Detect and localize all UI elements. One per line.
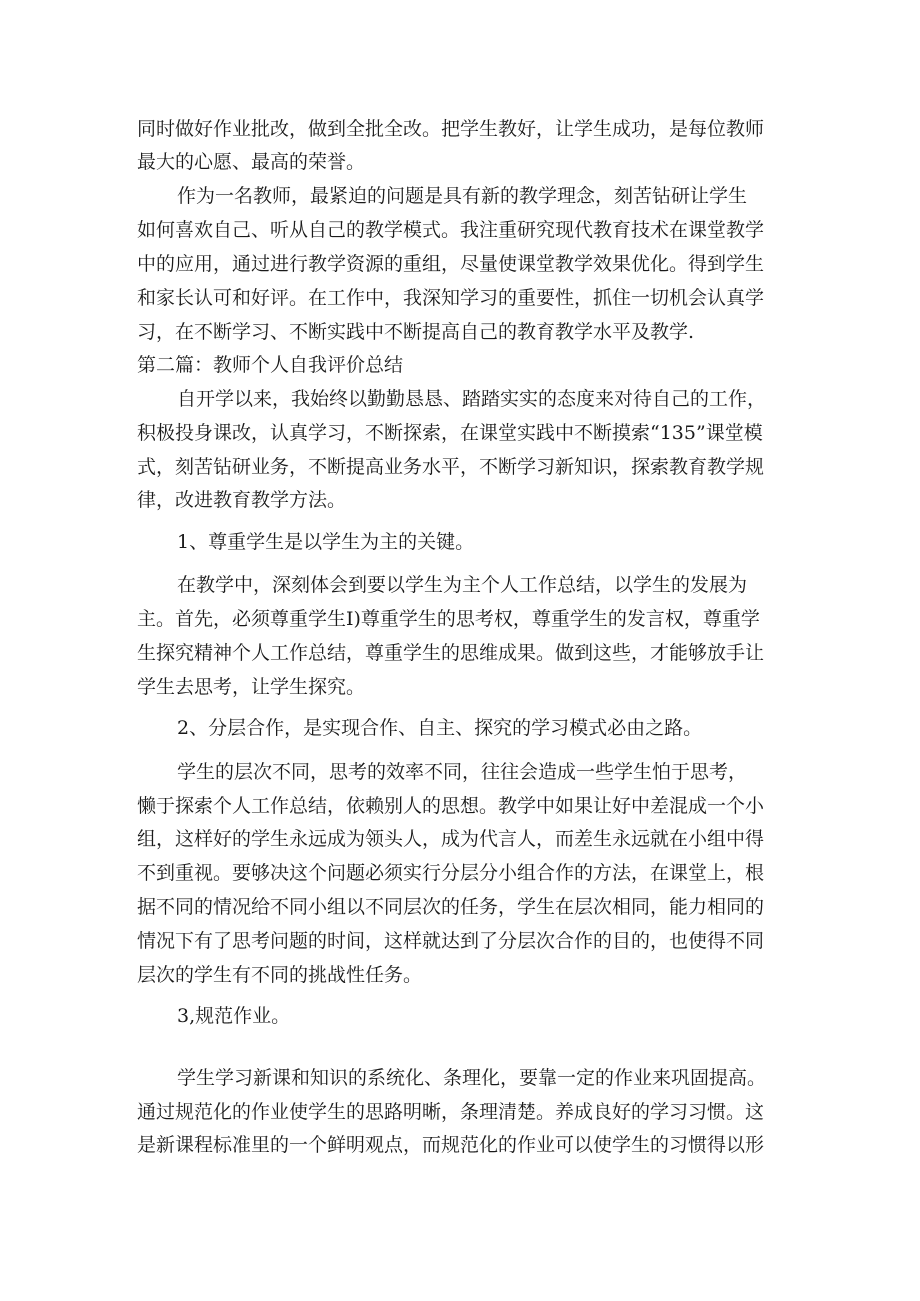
text-line: 同时做好作业批改，做到全批全改。把学生教好，让学生成功，是每位教师 bbox=[137, 118, 765, 140]
text-line: 习，在不断学习、不断实践中不断提高自己的教育教学水平及教学. bbox=[137, 321, 695, 343]
text-line: 学生去思考，让学生探究。 bbox=[137, 676, 366, 698]
text-line: 和家长认可和好评。在工作中，我深知学习的重要性，抓住一切机会认真学 bbox=[137, 287, 765, 309]
numbered-heading: 2、分层合作，是实现合作、自主、探究的学习模式必由之路。 bbox=[177, 717, 703, 739]
text-line: 通过规范化的作业使学生的思路明晰，条理清楚。养成良好的学习习惯。这 bbox=[137, 1101, 765, 1123]
text-line: 积极投身课改，认真学习，不断探索，在课堂实践中不断摸索“135”课堂模 bbox=[137, 422, 763, 444]
text-line: 层次的学生有不同的挑战性任务。 bbox=[137, 964, 423, 986]
text-line: 主。首先，必须尊重学生I)尊重学生的思考权，尊重学生的发言权，尊重学 bbox=[137, 608, 760, 630]
text-line: 生探究精神个人工作总结，尊重学生的思维成果。做到这些，才能够放手让 bbox=[137, 642, 765, 664]
text-line: 如何喜欢自己、听从自己的教学模式。我注重研究现代教育技术在课堂教学 bbox=[137, 219, 765, 241]
numbered-heading: 3,规范作业。 bbox=[177, 1005, 291, 1027]
text-line: 组，这样好的学生永远成为领头人，成为代言人，而差生永远就在小组中得 bbox=[137, 828, 765, 850]
text-line: 最大的心愿、最高的荣誉。 bbox=[137, 151, 366, 173]
text-line: 律，改进教育教学方法。 bbox=[137, 489, 347, 511]
text-line: 中的应用，通过进行教学资源的重组，尽量使课堂教学效果优化。得到学生 bbox=[137, 253, 765, 275]
text-line: 在教学中，深刻体会到要以学生为主个人工作总结，以学生的发展为 bbox=[177, 574, 748, 596]
text-line: 自开学以来，我始终以勤勤恳恳、踏踏实实的态度来对待自己的工作， bbox=[177, 388, 767, 410]
text-line: 作为一名教师，最紧迫的问题是具有新的教学理念，刻苦钻研让学生 bbox=[177, 185, 748, 207]
numbered-heading: 1、尊重学生是以学生为主的关键。 bbox=[177, 531, 475, 553]
text-line: 式，刻苦钻研业务，不断提高业务水平，不断学习新知识，探索教育教学规 bbox=[137, 456, 765, 478]
text-line: 不到重视。要够决这个问题必须实行分层分小组合作的方法，在课堂上，根 bbox=[137, 862, 765, 884]
text-line: 情况下有了思考问题的时间，这样就达到了分层次合作的目的，也使得不同 bbox=[137, 930, 765, 952]
text-line: 是新课程标准里的一个鲜明观点，而规范化的作业可以使学生的习惯得以形 bbox=[137, 1134, 765, 1156]
section-heading: 第二篇：教师个人自我评价总结 bbox=[137, 354, 404, 376]
text-line: 据不同的情况给不同小组以不同层次的任务，学生在层次相同，能力相同的 bbox=[137, 896, 765, 918]
text-line: 学生的层次不同，思考的效率不同，往往会造成一些学生怕于思考， bbox=[177, 761, 748, 783]
text-line: 懒于探索个人工作总结，依赖别人的思想。教学中如果让好中差混成一个小 bbox=[137, 795, 765, 817]
text-line: 学生学习新课和知识的系统化、条理化，要靠一定的作业来巩固提高。 bbox=[177, 1067, 767, 1089]
